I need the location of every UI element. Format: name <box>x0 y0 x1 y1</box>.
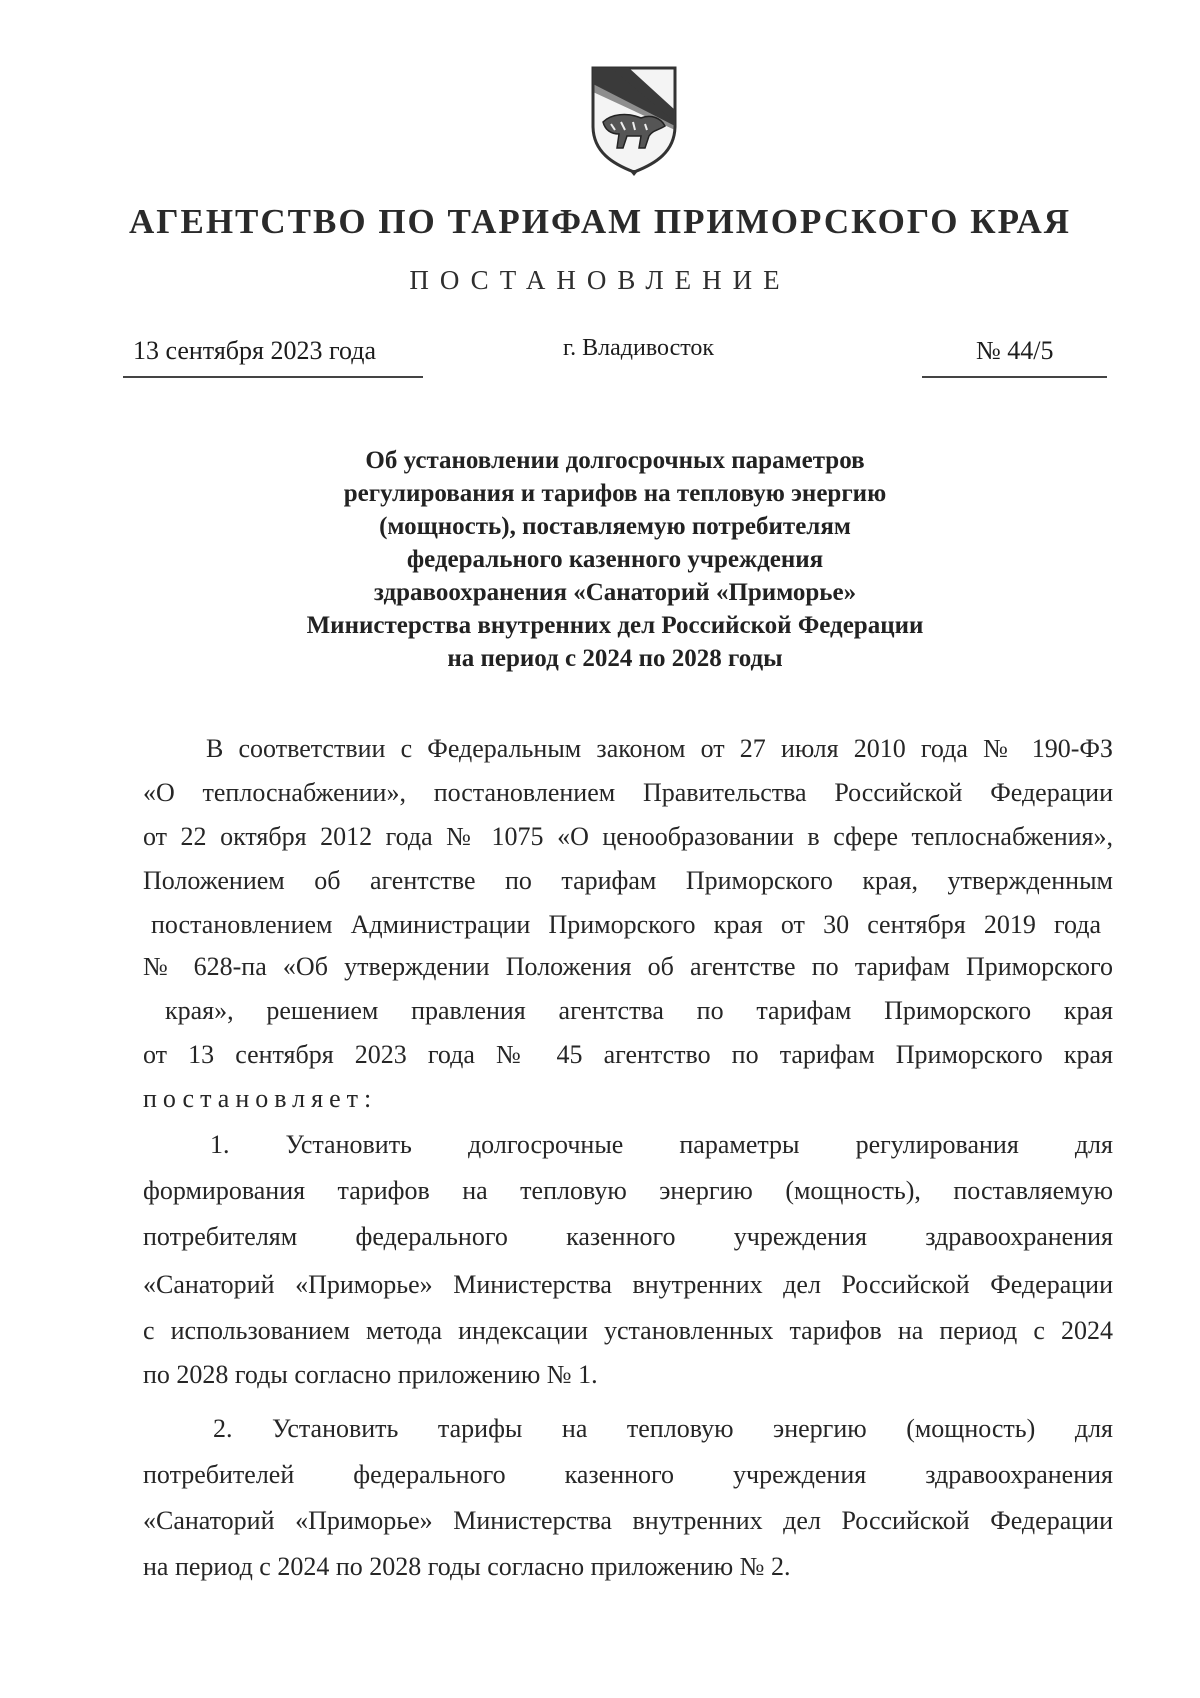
coat-of-arms-icon <box>589 64 679 179</box>
title-line: федерального казенного учреждения <box>406 546 824 573</box>
agency-name: АГЕНТСТВО ПО ТАРИФАМ ПРИМОРСКОГО КРАЯ <box>128 202 1072 241</box>
body-line: 2. Установить тарифы на тепловую энергию (мощность) для <box>213 1414 1113 1443</box>
title-line: регулирования и тарифов на тепловую энергию <box>343 480 887 507</box>
title-line: на период с 2024 по 2028 годы <box>447 645 783 672</box>
body-line: от 22 октября 2012 года № 1075 «О ценообразовании в сфере теплоснабжения», <box>143 822 1113 851</box>
body-line: «Санаторий «Приморье» Министерства внутренних дел Российской Федерации <box>143 1270 1113 1299</box>
document-city: г. Владивосток <box>563 335 715 361</box>
body-line: от 13 сентября 2023 года № 45 агентство по тарифам Приморского края <box>143 1040 1113 1069</box>
body-line-decree: постановляет: <box>143 1084 378 1113</box>
title-line: Министерства внутренних дел Российской Федерации <box>306 612 924 639</box>
body-line: постановлением Администрации Приморского края от 30 сентября 2019 года <box>151 910 1101 939</box>
body-line: потребителей федерального казенного учреждения здравоохранения <box>143 1460 1113 1489</box>
body-line: Положением об агентстве по тарифам Приморского края, утвержденным <box>143 866 1113 895</box>
body-line: края», решением правления агентства по тарифам Приморского края <box>165 996 1113 1025</box>
document-type: ПОСТАНОВЛЕНИЕ <box>409 265 791 295</box>
body-line: потребителям федерального казенного учреждения здравоохранения <box>143 1222 1113 1251</box>
body-line: «Санаторий «Приморье» Министерства внутренних дел Российской Федерации <box>143 1506 1113 1535</box>
document-title <box>150 444 1080 675</box>
body-line: «О теплоснабжении», постановлением Правительства Российской Федерации <box>143 778 1113 807</box>
body-line: на период с 2024 по 2028 годы согласно приложению № 2. <box>143 1552 791 1581</box>
title-line: Об установлении долгосрочных параметров <box>365 447 865 474</box>
body-line: по 2028 годы согласно приложению № 1. <box>143 1360 598 1389</box>
title-line: здравоохранения «Санаторий «Приморье» <box>373 579 857 606</box>
body-line: В соответствии с Федеральным законом от 27 июля 2010 года № 190-ФЗ <box>206 734 1113 763</box>
title-line: (мощность), поставляемую потребителям <box>379 513 851 540</box>
document-number: № 44/5 <box>922 336 1107 378</box>
body-line: с использованием метода индексации установленных тарифов на период с 2024 <box>143 1316 1113 1345</box>
body-line: формирования тарифов на тепловую энергию (мощность), поставляемую <box>143 1176 1113 1205</box>
body-line: № 628-па «Об утверждении Положения об агентстве по тарифам Приморского <box>143 952 1113 981</box>
document-date: 13 сентября 2023 года <box>123 336 423 378</box>
body-line: 1. Установить долгосрочные параметры регулирования для <box>210 1130 1113 1159</box>
